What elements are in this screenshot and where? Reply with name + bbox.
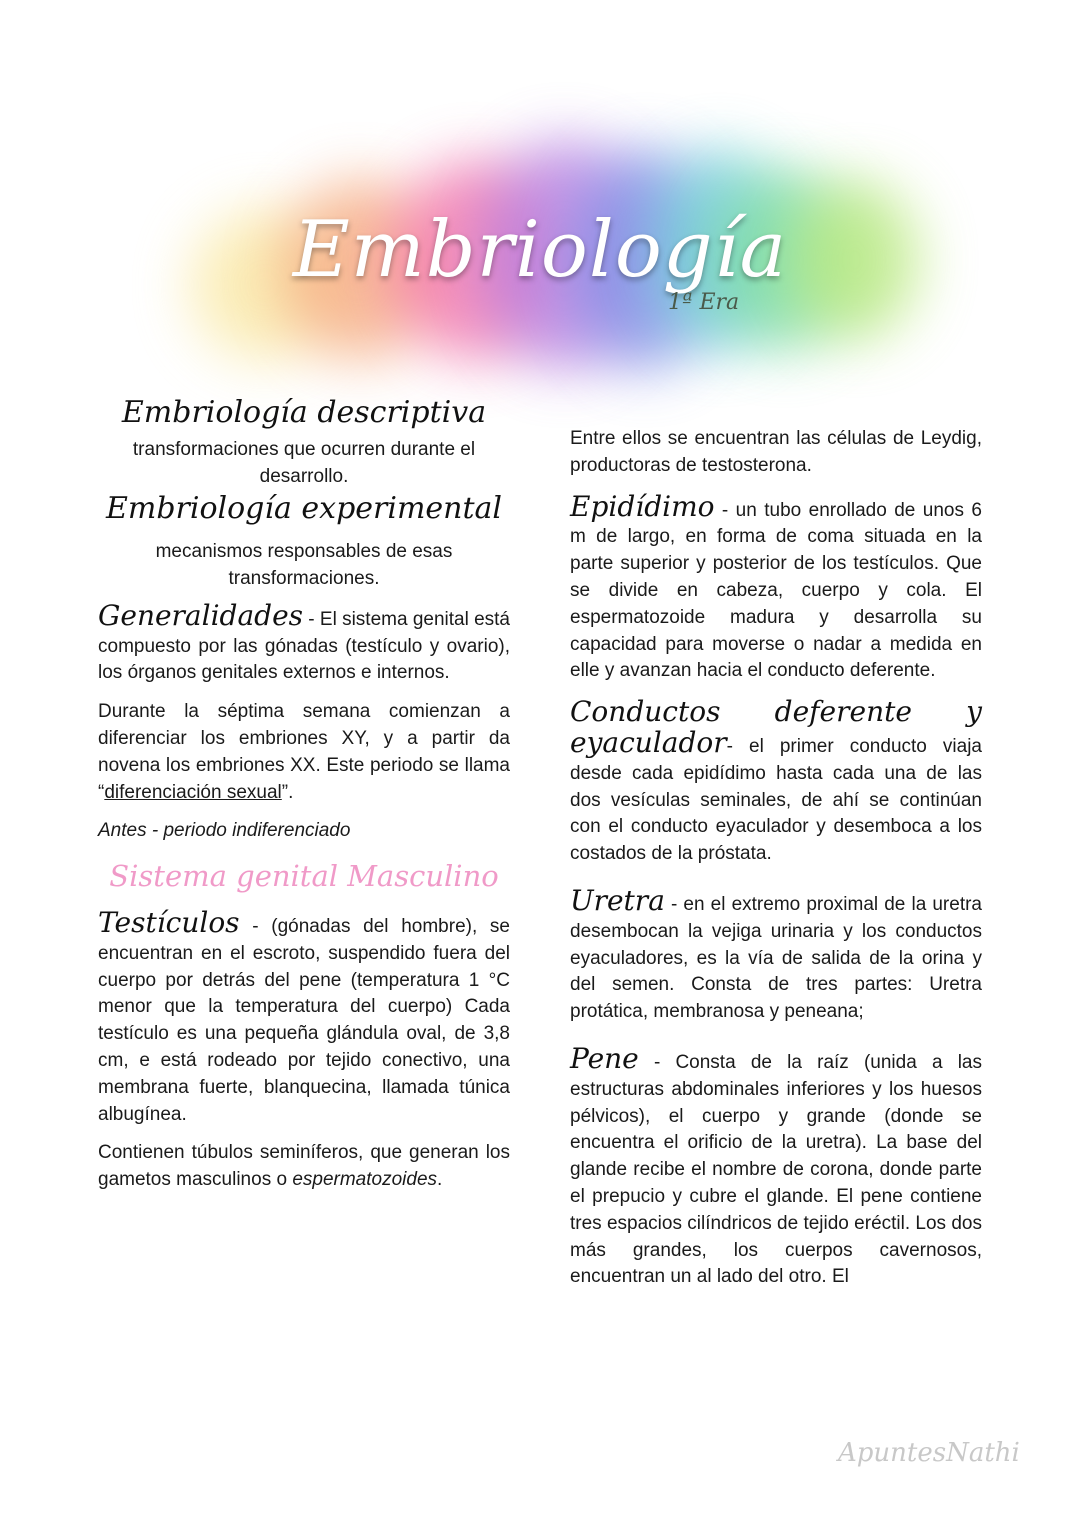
heading-generalidades: Generalidades [98,598,304,632]
watermark: ApuntesNathi [838,1438,1020,1468]
heading-experimental: Embriología experimental [105,491,503,527]
heading-epididimo: Epidídimo [570,489,715,523]
generalidades-paragraph [98,598,510,687]
heading-testiculos: Testículos [98,905,240,939]
uretra-paragraph [570,883,982,1026]
diferenciacion-text: Durante la séptima semana comienzan a diferenciar los embriones XY, y a partir da novena los embriones XX. Este periodo se llama “ [98,701,510,803]
heading-descriptiva: Embriología descriptiva [121,395,487,430]
uretra-text: - en el extremo proximal de la uretra desembocan la vejiga urinaria y los conductos eyaculadores, es la vía de salida de la orina y del semen. Consta de tres partes: Uretra protática, membranosa y peneana; [570,893,982,1023]
section-title-masculino: Sistema genital Masculino [109,859,499,894]
conductos-paragraph [570,695,982,868]
descriptiva-text: transformaciones que ocurren durante el desarrollo. [132,438,476,487]
espermatozoides-term: espermatozoides [292,1169,438,1191]
experimental-text: mecanismos responsables de esas transformaciones. [155,541,453,589]
diferenciacion-end: ”. [281,781,294,803]
epididimo-text: - un tubo enrollado de unos 6 m de largo, en forma de coma situada en la parte superior y posterior de los testículos. Que se divide en cabeza, cuerpo y cola. El espermatozoide madura y desarrolla su capacidad para moverse o nadar a medida en elle y avanzan hacia el conducto deferente. [570,499,982,682]
generalidades-text: - El sistema genital está compuesto por las gónadas (testículo y ovario), los órganos genitales externos e internos. [98,608,510,684]
heading-pene: Pene [570,1041,639,1075]
page-subtitle: 1ª Era [668,290,740,315]
page-title: Embriología [292,205,788,295]
diferenciacion-paragraph [98,699,510,806]
heading-uretra: Uretra [570,883,665,917]
left-column [98,395,510,1194]
testiculos-paragraph [98,905,510,1128]
periodo-note: Antes - periodo indiferenciado [98,820,351,842]
heading-conductos: Conductos deferente y eyaculador [570,695,982,759]
right-column [570,426,982,1291]
tubulos-end: . [437,1169,443,1191]
pene-paragraph [570,1041,982,1291]
testiculos-text: - (gónadas del hombre), se encuentran en el escroto, suspendido fuera del cuerpo por detrás del pene (temperatura 1 °C menor que la temperatura del cuerpo) Cada testículo es una pequeña glándula oval, de 3,8 cm, e está rodeado por tejido conectivo, una membrana fuerte, blanquecina, llamada túnica albugínea. [98,915,510,1125]
tubulos-paragraph [98,1140,510,1194]
leydig-paragraph: Entre ellos se encuentran las células de Leydig, productoras de testosterona. [570,428,982,476]
conductos-text: - el primer conducto viaja desde cada epidídimo hasta cada una de las dos vesículas seminales, de ahí se continúan con el conducto eyaculador y desemboca a los costados de la próstata. [570,735,982,865]
pene-text: - Consta de la raíz (unida a las estructuras abdominales inferiores y los huesos pélvicos), el cuerpo y grande (donde se encuentra el orificio de la uretra). La base del glande recibe el nombre de corona, donde parte el prepucio y cubre el glande. El pene contiene tres espacios cilíndricos de tejido eréctil. Los dos más grandes, los cuerpos cavernosos, encuentran un al lado del otro. El [570,1051,982,1288]
tubulos-text: Contienen túbulos seminíferos, que generan los gametos masculinos o [98,1142,510,1191]
diferenciacion-sexual-term: diferenciación sexual [104,781,282,803]
epididimo-paragraph [570,489,982,686]
